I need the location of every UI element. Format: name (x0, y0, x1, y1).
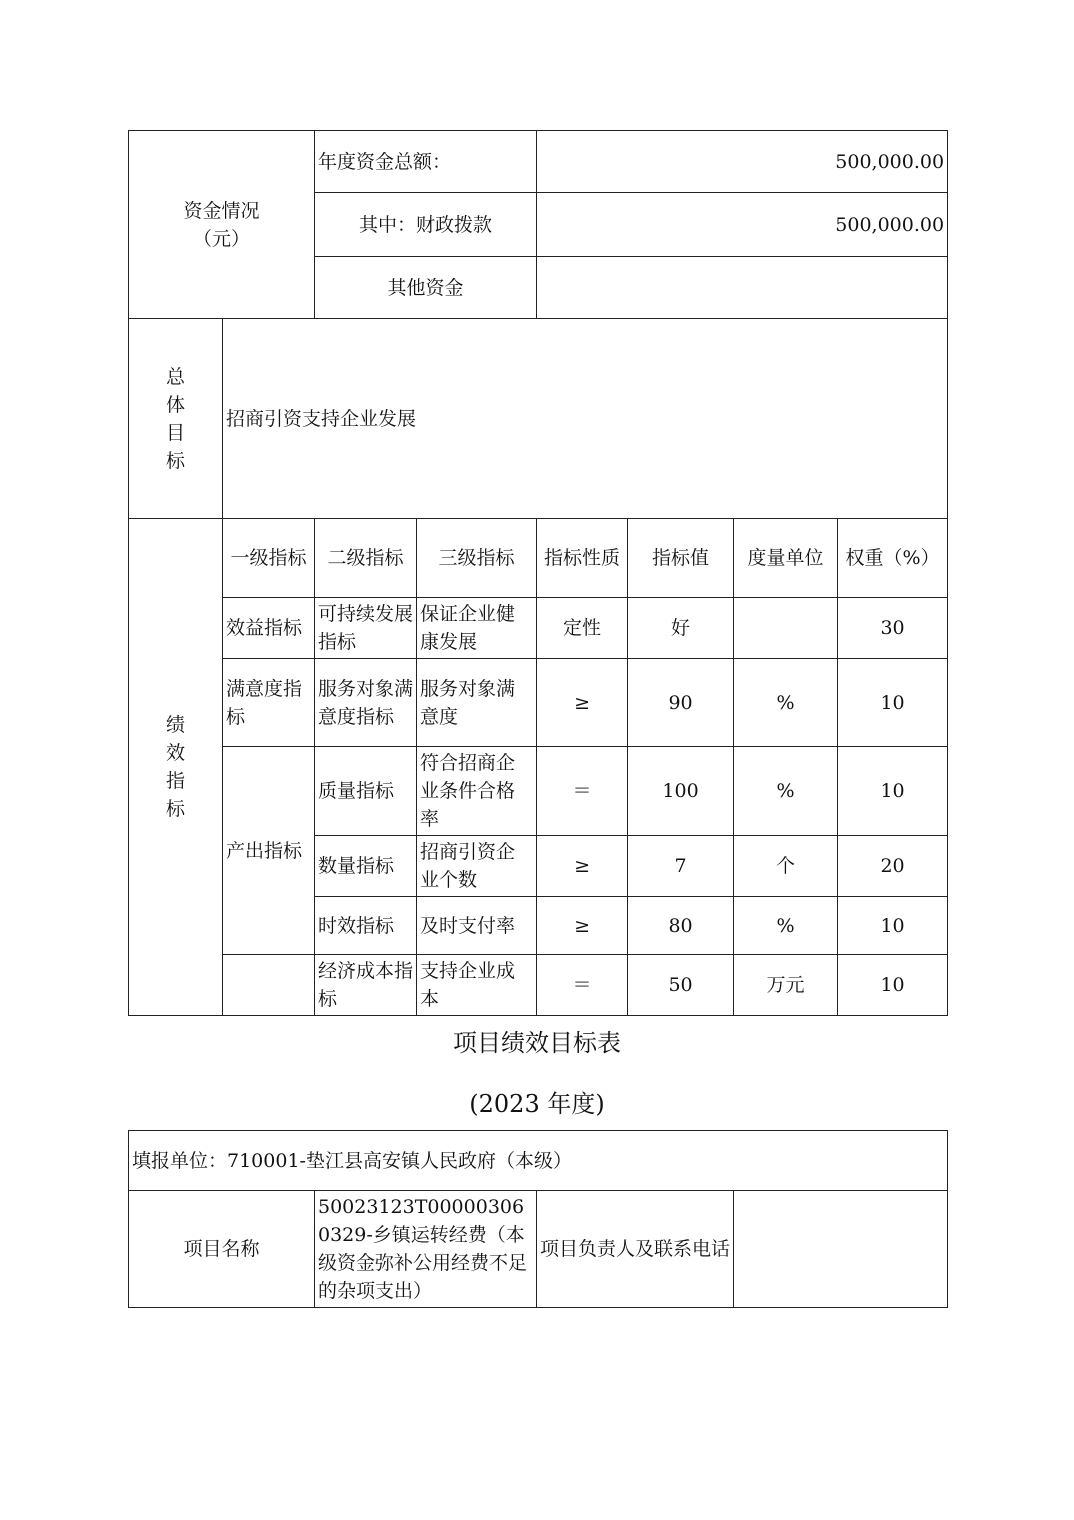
performance-label-char: 标 (165, 798, 185, 820)
row-value: 50 (628, 955, 734, 1016)
goal-label-char: 目 (165, 421, 185, 444)
fiscal-value: 500,000.00 (537, 193, 948, 257)
row-unit: % (734, 747, 838, 836)
performance-table (128, 130, 948, 1016)
row-weight: 30 (838, 598, 948, 659)
row-level1: 效益指标 (223, 598, 315, 659)
header-weight: 权重（%） (838, 519, 948, 598)
goal-label-char: 体 (165, 393, 185, 416)
row-level3: 保证企业健康发展 (417, 598, 537, 659)
row-weight: 10 (838, 747, 948, 836)
header-unit: 度量单位 (734, 519, 838, 598)
fiscal-label: 其中：财政拨款 (315, 193, 537, 257)
annual-total-label: 年度资金总额： (315, 131, 537, 193)
table-row (129, 598, 948, 659)
performance-label-char: 效 (165, 742, 185, 764)
row-weight: 20 (838, 836, 948, 897)
row-level2: 服务对象满意度指标 (315, 659, 417, 747)
row-weight: 10 (838, 955, 948, 1016)
goal-text: 招商引资支持企业发展 (223, 319, 948, 519)
row-weight: 10 (838, 897, 948, 955)
performance-label (129, 519, 223, 1016)
row-level2: 数量指标 (315, 836, 417, 897)
header-nature: 指标性质 (537, 519, 628, 598)
row-nature: ≥ (537, 897, 628, 955)
row-value: 好 (628, 598, 734, 659)
goal-label (129, 319, 223, 519)
table-row (129, 747, 948, 836)
page-subtitle: (2023 年度) (469, 1090, 605, 1118)
row-level1 (223, 955, 315, 1016)
row-level2: 时效指标 (315, 897, 417, 955)
project-info-table (128, 1130, 948, 1308)
row-nature: ＝ (537, 955, 628, 1016)
row-unit: 万元 (734, 955, 838, 1016)
row-unit: % (734, 897, 838, 955)
header-level2: 二级指标 (315, 519, 417, 598)
project-name-value: 50023123T000003060329-乡镇运转经费（本级资金弥补公用经费不足的杂项支出） (315, 1191, 537, 1308)
other-funds-value (537, 257, 948, 319)
performance-label-char: 指 (165, 770, 185, 792)
table-row (129, 659, 948, 747)
row-level2: 经济成本指标 (315, 955, 417, 1016)
row-nature: ＝ (537, 747, 628, 836)
row-nature: 定性 (537, 598, 628, 659)
row-level3: 招商引资企业个数 (417, 836, 537, 897)
row-level2: 可持续发展指标 (315, 598, 417, 659)
other-funds-label: 其他资金 (315, 257, 537, 319)
row-level3: 支持企业成本 (417, 955, 537, 1016)
goal-label-char: 总 (165, 365, 185, 388)
goal-label-char: 标 (165, 449, 185, 472)
table-row (129, 955, 948, 1016)
page-title: 项目绩效目标表 (453, 1029, 621, 1057)
contact-label: 项目负责人及联系电话 (537, 1191, 734, 1308)
funds-label-line1: 资金情况 (183, 199, 260, 222)
funds-section-label (129, 131, 315, 319)
row-nature: ≥ (537, 659, 628, 747)
performance-label-char: 绩 (165, 714, 185, 736)
row-level3: 服务对象满意度 (417, 659, 537, 747)
header-level3: 三级指标 (417, 519, 537, 598)
row-unit (734, 598, 838, 659)
reporting-unit: 填报单位：710001-垫江县高安镇人民政府（本级） (129, 1131, 948, 1191)
row-value: 90 (628, 659, 734, 747)
row-level3: 及时支付率 (417, 897, 537, 955)
funds-label-line2: （元） (193, 227, 251, 250)
row-value: 80 (628, 897, 734, 955)
annual-total-value: 500,000.00 (537, 131, 948, 193)
row-nature: ≥ (537, 836, 628, 897)
row-value: 7 (628, 836, 734, 897)
row-unit: 个 (734, 836, 838, 897)
row-level2: 质量指标 (315, 747, 417, 836)
header-value: 指标值 (628, 519, 734, 598)
contact-value (734, 1191, 948, 1308)
row-weight: 10 (838, 659, 948, 747)
row-unit: % (734, 659, 838, 747)
row-level1: 满意度指标 (223, 659, 315, 747)
header-level1: 一级指标 (223, 519, 315, 598)
row-value: 100 (628, 747, 734, 836)
row-level1: 产出指标 (223, 747, 315, 955)
row-level3: 符合招商企业条件合格率 (417, 747, 537, 836)
project-name-label: 项目名称 (129, 1191, 315, 1308)
